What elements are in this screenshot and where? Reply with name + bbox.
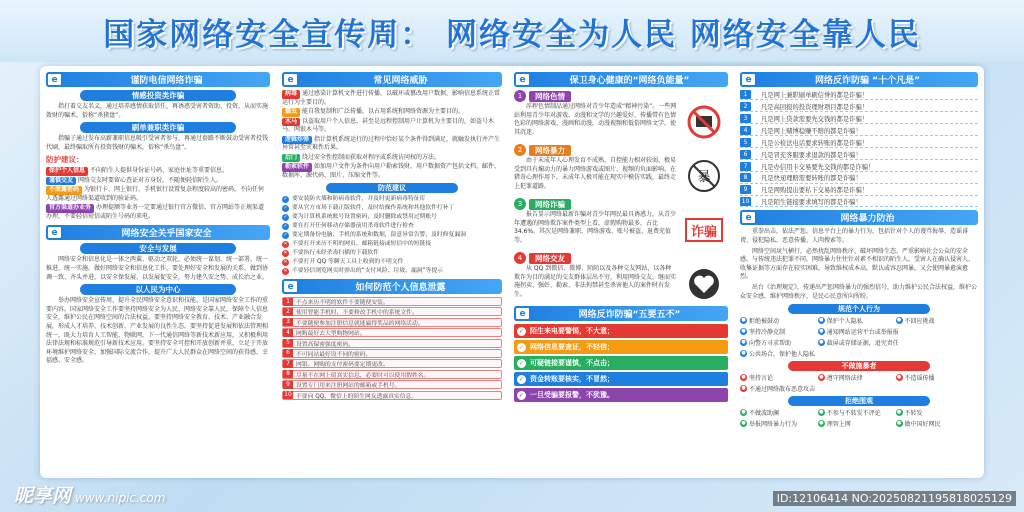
topic-heading: 3 网络诈骗 bbox=[514, 198, 728, 210]
watermark-id: ID:12106414 NO:20250821195818025129 bbox=[773, 491, 1016, 506]
list-item: 8 凡是快递理赔需要转账的都是诈骗！ bbox=[740, 173, 978, 183]
list-item: 4 凡是网上赌博稳赚不赔的都是诈骗！ bbox=[740, 126, 978, 136]
topic-heading: 1 网络色情 bbox=[514, 90, 728, 102]
refuse-item: ● 举报网络暴力行为 bbox=[741, 420, 798, 429]
threat-item: 蠕虫 能自我复制和广泛传播，以占用系统和网络资源为主要目的。 bbox=[282, 108, 502, 117]
neg-item: ● 坚持言论 bbox=[741, 374, 774, 383]
paragraph: 网络安全和信息化是一体之两翼、驱动之双轮，必须统一谋划、统一部署、统一推进、统一实施。做好网络安全和信息化工作，要处理好安全和发展的关系，做到协调一致、齐头并进，以安全保发展、以发展促安全，努力建久安之势、成长治之业。 bbox=[46, 256, 269, 281]
refuse-item: ● 不做波助澜 bbox=[741, 409, 780, 418]
paragraph: 指打着交友名义，通过培养感情获取信任，再诱惑受害者资助、投资，从而实施敛财的骗术，俗称“杀猪盘”。 bbox=[46, 103, 269, 119]
page-title: 国家网络安全宣传周： 网络安全为人民 网络安全靠人民 bbox=[103, 16, 921, 53]
do-item: ✓ 要定期备份电脑、手机的系统和数据，留意异常告警，及时修复漏洞 bbox=[283, 232, 466, 238]
list-item: 5 设置高保密强度密码。 bbox=[282, 339, 502, 348]
svg-text:暴: 暴 bbox=[697, 170, 711, 185]
paragraph: 从 QQ 到微信、微博、陌陌以及各种交友网站，以各种欺诈为目的满足的交友群体层出不穷，利用网络交友，继而实施拐卖、强奸、勒索、非法拘禁甚至杀害他人的案件时有发生。 bbox=[514, 265, 677, 298]
advice-item: 谨慎交友 网络交友时要留心查证对方身份，不随便轻信陌生人。 bbox=[46, 177, 270, 186]
threat-item: 勒索软件 如加用户文件为条件向用户勒索钱财，用户数据资产包括文档、邮件、数据库、源代码、图片、压缩文件等。 bbox=[282, 163, 501, 179]
neg-title: 不做施暴者 bbox=[788, 361, 931, 371]
neg-item: ● 不通过网络散布恶意攻击 bbox=[741, 385, 816, 394]
refuse-item: ● 做中国好网民 bbox=[896, 420, 941, 429]
list-item: 4 网购最好去大型购物网站。 bbox=[282, 328, 502, 337]
refuse-item: ● 不转发 bbox=[896, 409, 923, 418]
subheading: 刷单兼职类诈骗 bbox=[80, 122, 237, 133]
section-header: e 如何防范个人信息泄露 bbox=[282, 279, 502, 294]
e-logo-icon: e bbox=[282, 72, 299, 87]
threat-item: 木马 以盗取用户个人信息，甚至是远程控制用户计算机为主要目的，如盗号木马、网银木马等。 bbox=[282, 117, 495, 133]
paragraph: 举办网络安全宣传周、提升全民网络安全意识和技能，是国家网络安全工作的重要内容。国家网络安全工作要坚持网络安全为人民、网络安全靠人民，保障个人信息安全，维护公民在网络空间的合法权益。要坚持网络安全教育、技术、产业融合发展，形成人才培养、技术创新、产业发展的良性生态。要坚持促进发展和依法管理相统一，既大力培育人工智能、物联网、下一代通信网络等新技术新应用，又积极利用法律法规和标准规范引导新技术应用。要坚持安全可控和开放创新并重，立足于开放环境维护网络安全，加强国际交流合作，提升广大人民群众在网络空间的获得感、幸福感、安全感。 bbox=[46, 297, 269, 365]
dont-item: ✕ 不要轻信浏览网页时弹出的“支付风险、垃圾、漏洞”等提示 bbox=[283, 268, 443, 274]
check-icon: ✓ bbox=[283, 205, 288, 211]
cross-icon: ✕ bbox=[283, 250, 288, 256]
cross-icon: ✕ bbox=[283, 259, 288, 265]
list-item: 6 不可同站最好设不同的密码。 bbox=[282, 349, 502, 358]
cross-icon: ✕ bbox=[283, 268, 288, 274]
subheading: 安全与发展 bbox=[80, 243, 237, 254]
column-anti-fraud bbox=[740, 72, 978, 472]
leak-list bbox=[282, 297, 502, 400]
list-item: 3 凡是网上贷款需要先交钱的都是诈骗！ bbox=[740, 114, 978, 124]
do-item: ✓ 要为计算机系统账号设置密码，及时删除或禁用过期账号 bbox=[283, 214, 437, 220]
norm-list bbox=[740, 316, 978, 358]
watermark-logo: 昵享网 www.nipic.com bbox=[14, 485, 166, 507]
list-item: 2 使用智能手机时，不要修改手机中的系统文件。 bbox=[282, 307, 502, 316]
list-item: 2 凡是高回报的投资理财项目都是诈骗！ bbox=[740, 102, 978, 112]
list-item: 7 凡是办信用卡交易要先交钱的都是诈骗！ bbox=[740, 161, 978, 171]
norm-item: ● 不回应挑战 bbox=[896, 317, 935, 326]
svg-text:诈骗: 诈骗 bbox=[690, 225, 718, 240]
e-logo-icon: e bbox=[514, 306, 531, 321]
list-item: 5 凡是公检法电话要求转账的都是诈骗！ bbox=[740, 138, 978, 148]
section-header: e 网络反诈防骗“五要五不” bbox=[514, 306, 728, 321]
norm-item: ● 坚持冷静克制 bbox=[741, 328, 786, 337]
topic-heading: 2 网络暴力 bbox=[514, 144, 728, 156]
heart-icon bbox=[680, 265, 728, 303]
advice-item: 不泄露密码 为银行卡、网上银行、手机银行设置复杂程度较高的密码，不向任何人透露通过网络渠道收到的验证码。 bbox=[46, 186, 265, 202]
rule-row: ✓ 资金转账要核实，不冒然； bbox=[514, 372, 728, 386]
e-logo-icon: e bbox=[514, 72, 531, 87]
refuse-item: ● 理智上网 bbox=[819, 420, 851, 429]
threat-item: 逻辑炸弹 指计算机系统运行的过程中恰好某个条件得到满足，就触发执行并产生异常甚至灾难性后果。 bbox=[282, 135, 501, 151]
paragraph: 指骗子通过发布高薪兼职信息吸引受害者参与，再通过套路不断鼓动受害者投钱代刷，最终骗取所有投资钱财的骗术，俗称“杀鸟盘”。 bbox=[46, 135, 269, 151]
subheading: 以人民为中心 bbox=[80, 284, 237, 295]
list-item: 7 网银、网购的支付密码要定期更改。 bbox=[282, 359, 502, 368]
do-list bbox=[282, 195, 502, 276]
neg-list bbox=[740, 373, 978, 393]
norm-item: ● 公共场合，保护他人隐私 bbox=[741, 350, 816, 359]
subheading: 情感投资类诈骗 bbox=[80, 90, 237, 101]
topic-heading: 4 网络交友 bbox=[514, 252, 728, 264]
column-fraud bbox=[46, 72, 270, 472]
paragraph: 重拳出击，依法严惩。信息平台上的暴力行为，包括针对个人的谩骂侮辱、造谣诽谤、侵犯隐私、恶意传播、人肉搜索等。 bbox=[740, 228, 969, 244]
rule-row: ✓ 一旦受骗要报警，不犹豫。 bbox=[514, 388, 728, 402]
column-threats bbox=[282, 72, 502, 472]
no-violence-icon bbox=[680, 157, 728, 195]
rule-row: ✓ 可疑链接要谨慎，不点击； bbox=[514, 356, 728, 370]
threat-item: 病毒 通过感染计算机文件进行传播，以破坏或篡改用户数据，影响信息系统正常运行为主要目的。 bbox=[282, 90, 501, 106]
paragraph: 淫秽色情制品通过网络对青少年造成“精神污染”。一些网站利用青少年对游戏、动漫和文学的兴趣爱好，传播带有色情色彩的网络游戏、漫画和动漫，动漫视频和低俗网络文学，使其沉迷。 bbox=[514, 103, 677, 136]
neg-item: ● 遵守网络法律 bbox=[819, 374, 863, 383]
e-logo-icon: e bbox=[740, 72, 757, 87]
norm-title: 规范个人行为 bbox=[788, 304, 931, 314]
paragraph: 出台《治理规定》，传递出严惩网络暴力的强烈信号，助力维护公民合法权益，维护公众安全感，维护网络秩序，是民心民意所向所盼。 bbox=[740, 283, 978, 300]
section-header: e 谨防电信网络诈骗 bbox=[46, 72, 270, 87]
neg-item: ● 不造谣传播 bbox=[896, 374, 935, 383]
e-logo-icon: e bbox=[46, 72, 63, 87]
section-header: e 网络反诈防骗 “十个凡是” bbox=[740, 72, 978, 87]
ten-list bbox=[740, 90, 978, 207]
refuse-list bbox=[740, 408, 978, 428]
section-header: e 保卫身心健康的“网络负能量” bbox=[514, 72, 728, 87]
section-header: e 网络安全关乎国家安全 bbox=[46, 225, 270, 240]
list-item: 9 设置专门用来注册网站的邮箱或手机号。 bbox=[282, 380, 502, 389]
list-item: 10 不要向 QQ、微信上的陌生网友透露真实信息。 bbox=[282, 391, 502, 400]
advice-item: 官方渠道办业务 办理提额等业务一定要通过银行官方微信、官方网站等正规渠道办理，不要轻信短信或陌生号码的来电。 bbox=[46, 204, 265, 220]
refuse-title: 拒绝围观 bbox=[788, 396, 931, 406]
list-item: 1 凡是网上兼职刷单刷信誉的都是诈骗！ bbox=[740, 90, 978, 100]
do-item: ✓ 要安装防火墙和防病毒软件，并及时更新病毒特征库 bbox=[283, 196, 426, 202]
section-header: e 网络暴力防治 bbox=[740, 210, 978, 225]
advice-item: 保护个人信息 不向陌生人提供身份证号码、家庭住址等重要信息。 bbox=[46, 167, 270, 176]
section-header: e 常见网络威胁 bbox=[282, 72, 502, 87]
norm-item: ● 保护个人隐私 bbox=[819, 317, 863, 326]
do-item: ✓ 要从官方市场下载正版软件，及时给操作系统和其他软件打补丁 bbox=[283, 205, 455, 211]
column-health bbox=[514, 72, 728, 472]
norm-item: ● 向警方寻求帮助 bbox=[741, 339, 792, 348]
list-item: 10 凡是陌生链接要求填写的都是诈骗！ bbox=[740, 197, 978, 207]
threat-item: 后门 绕过安全性控制而获取对程序或系统访问权的方法。 bbox=[282, 154, 502, 163]
footer bbox=[0, 482, 1024, 512]
e-logo-icon: e bbox=[46, 225, 63, 240]
norm-item: ● 拒绝被鼓动 bbox=[741, 317, 780, 326]
e-logo-icon: e bbox=[282, 279, 299, 294]
list-item: 6 凡是冒充客服要求退款的都是诈骗！ bbox=[740, 149, 978, 159]
paragraph: 由于未成年人心理发育不成熟，自控能力相对较弱，极易受到具有煽动力的暴力网络游戏或图片、视频的负面影响。在猎奇心理作用下，未成年人极可能在现实中模仿实践，最终走上犯罪道路。 bbox=[514, 157, 677, 190]
norm-item: ● 截屏或存储证据，追究责任 bbox=[819, 339, 899, 348]
list-item: 8 尽量不在网上留真实信息，必要时可以使用假姓名。 bbox=[282, 370, 502, 379]
check-icon: ✓ bbox=[283, 232, 288, 238]
no-pornography-icon bbox=[680, 103, 728, 141]
advice-title: 防护建议： bbox=[46, 155, 84, 165]
norm-item: ● 通知网站运营平台或举报报 bbox=[819, 328, 899, 337]
no-fraud-icon bbox=[680, 211, 728, 249]
dont-item: ✕ 不要打开来历不明的网页、邮箱链接或短信中的短链接 bbox=[283, 241, 432, 247]
list-item: 9 凡是网购提出要私下交易的都是诈骗！ bbox=[740, 185, 978, 195]
list-item: 1 不点来历不明的软件不要随便安装。 bbox=[282, 297, 502, 306]
prevention-title: 防范建议 bbox=[326, 183, 458, 193]
do-item: ✓ 要在打开任何移动存储器前用杀毒软件进行检查 bbox=[283, 223, 414, 229]
content-board bbox=[40, 66, 984, 478]
list-item: 3 不要随便参加注册信息就能赢得奖品的网络活动。 bbox=[282, 318, 502, 327]
dont-item: ✕ 不要执行未经杀毒扫描的下载软件 bbox=[283, 250, 379, 256]
paragraph: 报告显示网络最新诈骗对青少年网民最具诱惑力，从青少年遭遇的网络欺诈案件类型上看，虚假购物最多，占比 34.6%。其次是网络兼职、网络游戏、账号被盗、退费充值等。 bbox=[514, 211, 677, 244]
rule-row: ✓ 陌生来电要警惕，不大意； bbox=[514, 324, 728, 338]
paragraph: 网络空间戾气横行，必然扰乱网络秩序，破坏网络生态，严重影响社会公众的安全感。与传统违法犯罪不同，网络暴力往往针对素不相识的陌生人，受害人在确认侵害人、收集证据等方面存在较实困难，导致维权成本高，默认或容忍网暴，又会使网暴愈演愈烈。 bbox=[740, 247, 975, 281]
e-logo-icon: e bbox=[740, 210, 757, 225]
dont-item: ✕ 不要打开 QQ 等聊天工具上收到的不明文件 bbox=[283, 259, 404, 265]
check-icon: ✓ bbox=[283, 223, 288, 229]
check-icon: ✓ bbox=[283, 214, 288, 220]
refuse-item: ● 不参与不转发不评论 bbox=[819, 409, 881, 418]
check-icon: ✓ bbox=[283, 196, 288, 202]
banner bbox=[0, 0, 1024, 62]
cross-icon: ✕ bbox=[283, 241, 288, 247]
rule-row: ✓ 网络信息要查证，不轻信； bbox=[514, 340, 728, 354]
